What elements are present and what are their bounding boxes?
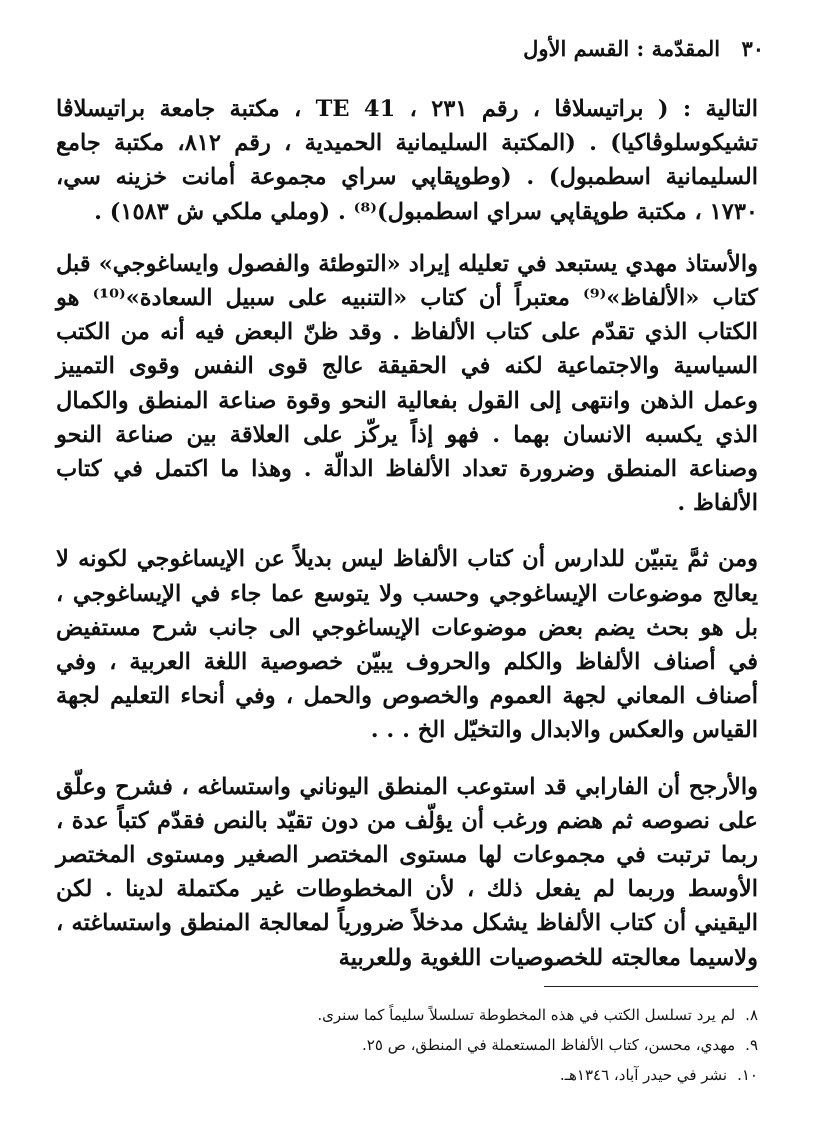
page-number: ٣٠ [741, 36, 764, 61]
page-header [50, 36, 764, 61]
paragraph: والأستاذ مهدي يستبعد في تعليله إيراد «التوطئة والفصول وايساغوجي» قبل كتاب «الألفاظ»⁽⁹⁾ معتبراً أن كتاب «التنبيه على سبيل السعادة»⁽¹⁰⁾ هو الكتاب الذي تقدّم على كتاب الألفاظ . وقد ظنّ البعض فيه أنه من الكتب السياسية والاجتماعية لكنه في الحقيقة عالج قوى النفس وقوى التمييز وعمل الذهن وانتهى إلى القول بفعالية النحو وقوة صناعة المنطق والكمال الذي يكسبه الانسان بهما . فهو إذاً يركّز على العلاقة بين صناعة النحو وصناعة المنطق وضرورة تعداد الألفاظ الدالّة . وهذا ما اكتمل في كتاب الألفاظ . [56, 250, 758, 517]
paragraph: التالية : ( براتيسلاڤا ، رقم ٢٣١ ، TE 41 ، مكتبة جامعة براتيسلاڤا تشيكوسلوڤاكيا) . (المكتبة السليمانية الحميدية ، رقم ٨١٢، مكتبة جامع السليمانية اسطمبول) . (وطوپقاپي سراي مجموعة أمانت خزينه سي، ١٧٣٠ ، مكتبة طوپقاپي سراي اسطمبول)⁽⁸⁾ . (وملي ملكي ش ١٥٨٣) . [56, 96, 758, 225]
running-title: المقدّمة : القسم الأول [523, 36, 721, 61]
footnote-number: ١٠. [737, 1066, 758, 1084]
footnote-number: ٩. [745, 1036, 758, 1054]
footnote-number: ٨. [745, 1006, 758, 1024]
footnote [56, 1000, 758, 1030]
footnote-text: مهدي، محسن، كتاب الألفاظ المستعملة في المنطق، ص ٢٥. [362, 1036, 736, 1054]
paragraph: ومن ثمَّ يتبيّن للدارس أن كتاب الألفاظ ليس بديلاً عن الإيساغوجي لكونه لا يعالج موضوعات الإيساغوجي وحسب ولا يتوسع عما جاء في الإيساغوجي ، بل هو بحث يضم بعض موضوعات الإيساغوجي الى جانب شرح مستفيض في أصناف الألفاظ والكلم والحروف يبيّن خصوصية اللغة العربية ، وفي أصناف المعاني لجهة العموم والخصوص والحمل ، وفي أنحاء التعليم لجهة القياس والعكس والابدال والتخيّل الخ . . . [56, 546, 758, 744]
footnote [56, 1060, 758, 1090]
footnotes [56, 1000, 758, 1090]
footnote-divider [544, 986, 758, 987]
body-text [56, 92, 758, 997]
paragraph: والأرجح أن الفارابي قد استوعب المنطق اليوناني واستساغه ، فشرح وعلّق على نصوصه ثم هضم ورغب أن يؤلّف من دون تقيّد بالنص فقدّم كتباً عدة ، ربما ترتبت في مجموعات لها مستوى المختصر الصغير ومستوى المختصر الأوسط وربما لم يفعل ذلك ، لأن المخطوطات غير مكتملة لدينا . لكن اليقيني أن كتاب الألفاظ يشكل مدخلاً ضرورياً لمعالجة المنطق واستساغته ، ولاسيما معالجته للخصوصيات اللغوية وللعربية [56, 773, 758, 971]
footnote-text: لم يرد تسلسل الكتب في هذه المخطوطة تسلسلاً سليماً كما سنرى. [317, 1006, 736, 1024]
footnote [56, 1030, 758, 1060]
footnote-text: نشر في حيدر آباد، ١٣٤٦هـ. [559, 1066, 728, 1084]
